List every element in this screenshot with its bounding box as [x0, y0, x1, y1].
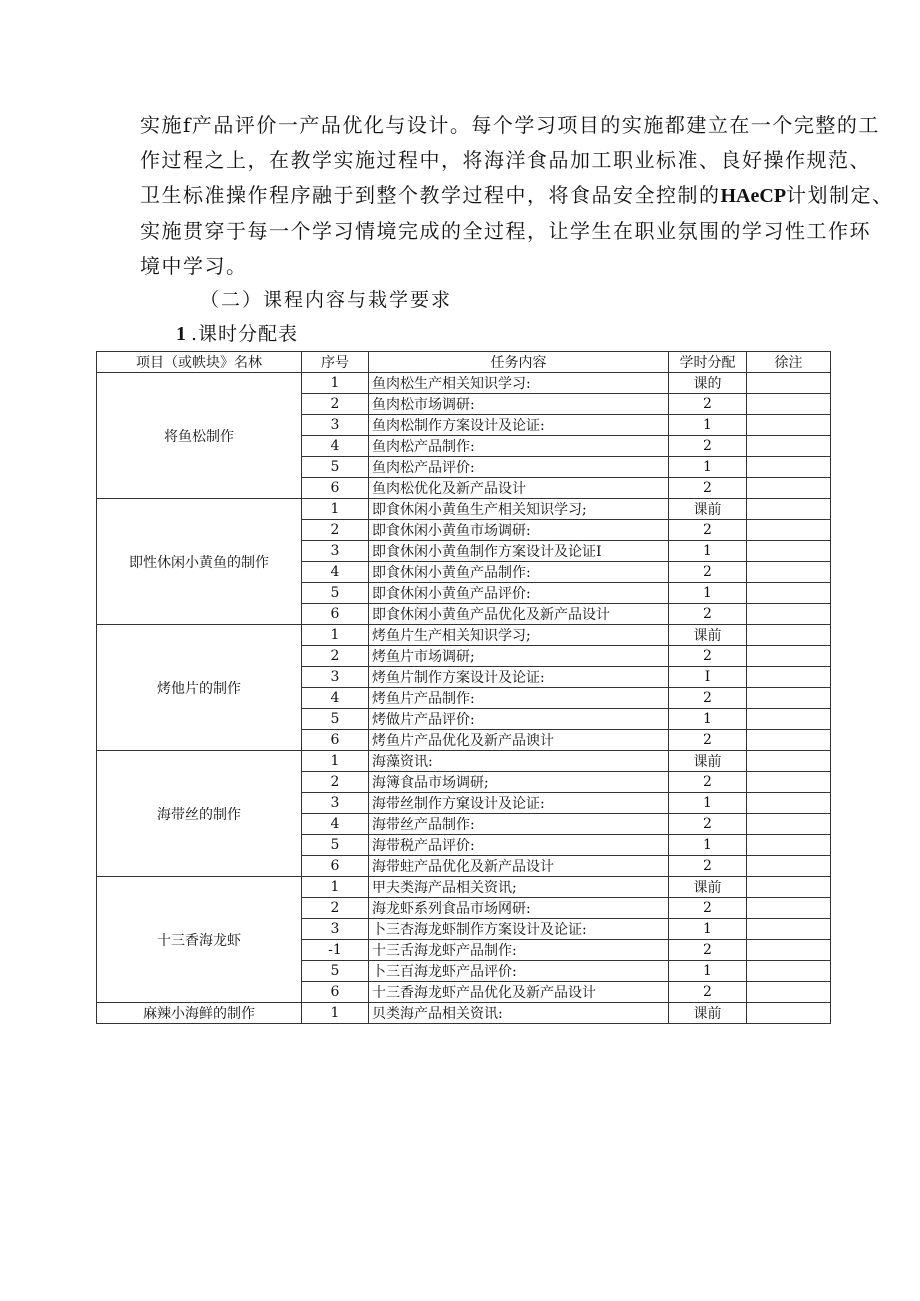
note-cell	[747, 688, 831, 709]
task-cell: 海带税产品评价:	[369, 835, 669, 856]
note-cell	[747, 436, 831, 457]
seq-cell: 5	[302, 583, 369, 604]
seq-cell: 1	[302, 1003, 369, 1024]
task-cell: 鱼肉松生产相关知识学习:	[369, 373, 669, 394]
note-cell	[747, 604, 831, 625]
hours-allocation-table	[96, 351, 831, 1024]
hours-cell: 2	[669, 856, 747, 877]
task-cell: 鱼肉松市场调研:	[369, 394, 669, 415]
task-cell: 鱼肉松产品制作:	[369, 436, 669, 457]
paragraph-line: 境中学习。	[140, 254, 248, 278]
hours-cell: 2	[669, 940, 747, 961]
header-seq: 序号	[302, 352, 369, 373]
note-cell	[747, 667, 831, 688]
note-cell	[747, 898, 831, 919]
header-note: 徐注	[747, 352, 831, 373]
hours-cell: 课前	[669, 499, 747, 520]
hours-cell: 1	[669, 457, 747, 478]
hours-cell: 2	[669, 982, 747, 1003]
hours-cell: 2	[669, 898, 747, 919]
note-cell	[747, 877, 831, 898]
seq-cell: 6	[302, 478, 369, 499]
project-name-cell: 烤他片的制作	[97, 625, 302, 751]
task-cell: 海藻资讯:	[369, 751, 669, 772]
note-cell	[747, 1003, 831, 1024]
table-row	[97, 499, 831, 520]
seq-cell: 6	[302, 604, 369, 625]
task-cell: 烤鱼片产品制作:	[369, 688, 669, 709]
seq-cell: 5	[302, 835, 369, 856]
task-cell: 即食休闲小黄鱼产品优化及新产品设计	[369, 604, 669, 625]
seq-cell: 3	[302, 667, 369, 688]
note-cell	[747, 730, 831, 751]
note-cell	[747, 583, 831, 604]
table-title	[176, 319, 298, 346]
seq-cell: 6	[302, 856, 369, 877]
task-cell: 海龙虾系列食品市场网研:	[369, 898, 669, 919]
seq-cell: 3	[302, 541, 369, 562]
header-project: 项目（或帙块》名林	[97, 352, 302, 373]
seq-cell: 3	[302, 793, 369, 814]
task-cell: 即食休闲小黄鱼产品评价:	[369, 583, 669, 604]
seq-cell: 1	[302, 499, 369, 520]
table-title-text: .课时分配表	[191, 323, 299, 345]
note-cell	[747, 835, 831, 856]
seq-cell: 6	[302, 982, 369, 1003]
hours-cell: 1	[669, 793, 747, 814]
task-cell: 十三舌海龙虾产品制作:	[369, 940, 669, 961]
note-cell	[747, 856, 831, 877]
seq-cell: 2	[302, 772, 369, 793]
task-cell: 鱼肉松制作方案设计及论证:	[369, 415, 669, 436]
paragraph-line: 作过程之上，在教学实施过程中，将海洋食品加工职业标准、良好操作规范、	[140, 148, 871, 172]
hours-cell: 2	[669, 520, 747, 541]
note-cell	[747, 940, 831, 961]
note-cell	[747, 373, 831, 394]
hours-cell: 课的	[669, 373, 747, 394]
task-cell: 海带丝产品制作:	[369, 814, 669, 835]
table-row	[97, 751, 831, 772]
paragraph-line: 实施贯穿于每一个学习情境完成的全过程，让学生在职业氛围的学习性工作环	[140, 219, 871, 243]
note-cell	[747, 772, 831, 793]
hours-cell: 课前	[669, 625, 747, 646]
project-name-cell: 麻辣小海鲜的制作	[97, 1003, 302, 1024]
section-title: （二）课程内容与栽学要求	[200, 289, 453, 311]
hours-cell: I	[669, 667, 747, 688]
task-cell: 甲夫类海产品相关资讯;	[369, 877, 669, 898]
task-cell: 鱼肉松产品评价:	[369, 457, 669, 478]
seq-cell: 2	[302, 520, 369, 541]
paragraph-line	[140, 178, 894, 214]
hours-cell: 2	[669, 394, 747, 415]
seq-cell: 1	[302, 877, 369, 898]
task-cell: 烤鱼片市场调研;	[369, 646, 669, 667]
seq-cell: 6	[302, 730, 369, 751]
hours-cell: 1	[669, 709, 747, 730]
table-row	[97, 1003, 831, 1024]
task-cell: 卜三杏海龙虾制作方案设计及论证:	[369, 919, 669, 940]
note-cell	[747, 919, 831, 940]
header-task: 任务内容	[369, 352, 669, 373]
note-cell	[747, 499, 831, 520]
seq-cell: -1	[302, 940, 369, 961]
task-cell: 海簿食品市场调研;	[369, 772, 669, 793]
task-cell: 即食休闲小黄鱼制作方案设计及论证I	[369, 541, 669, 562]
seq-cell: 4	[302, 562, 369, 583]
hours-cell: 课前	[669, 877, 747, 898]
task-cell: 烤做片产品评价:	[369, 709, 669, 730]
hours-cell: 2	[669, 562, 747, 583]
seq-cell: 2	[302, 394, 369, 415]
table-title-number: 1	[176, 323, 187, 345]
note-cell	[747, 709, 831, 730]
task-cell: 贝类海产品相关资讯:	[369, 1003, 669, 1024]
table-row	[97, 877, 831, 898]
note-cell	[747, 814, 831, 835]
seq-cell: 3	[302, 919, 369, 940]
hours-cell: 2	[669, 436, 747, 457]
seq-cell: 5	[302, 709, 369, 730]
note-cell	[747, 520, 831, 541]
hours-cell: 1	[669, 541, 747, 562]
task-cell: 十三香海龙虾产品优化及新产品设计	[369, 982, 669, 1003]
note-cell	[747, 457, 831, 478]
seq-cell: 2	[302, 898, 369, 919]
seq-cell: 5	[302, 457, 369, 478]
seq-cell: 1	[302, 373, 369, 394]
haccp-term: HAeCP	[720, 185, 787, 207]
note-cell	[747, 562, 831, 583]
project-name-cell: 海带丝的制作	[97, 751, 302, 877]
task-cell: 即食休闲小黄鱼生产相关知识学习;	[369, 499, 669, 520]
hours-cell: 1	[669, 961, 747, 982]
note-cell	[747, 625, 831, 646]
table-body	[97, 373, 831, 1024]
header-hours: 学时分配	[669, 352, 747, 373]
project-name-cell: 将鱼松制作	[97, 373, 302, 499]
hours-cell: 2	[669, 604, 747, 625]
task-cell: 烤鱼片产品优化及新产品谀计	[369, 730, 669, 751]
hours-cell: 课前	[669, 1003, 747, 1024]
seq-cell: 3	[302, 415, 369, 436]
seq-cell: 4	[302, 436, 369, 457]
hours-cell: 2	[669, 688, 747, 709]
seq-cell: 1	[302, 751, 369, 772]
task-cell: 海带蛀产品优化及新产品设计	[369, 856, 669, 877]
note-cell	[747, 394, 831, 415]
seq-cell: 1	[302, 625, 369, 646]
project-name-cell: 十三香海龙虾	[97, 877, 302, 1003]
table-row	[97, 625, 831, 646]
task-cell: 卜三百海龙虾产品评价:	[369, 961, 669, 982]
note-cell	[747, 478, 831, 499]
paragraph-text: 计划制定、	[786, 183, 894, 207]
hours-cell: 2	[669, 772, 747, 793]
table-header-row	[97, 352, 831, 373]
task-cell: 烤鱼片生产相关知识学习;	[369, 625, 669, 646]
hours-cell: 2	[669, 730, 747, 751]
task-cell: 海带丝制作方窠设计及论证:	[369, 793, 669, 814]
project-name-cell: 即性休闲小黄鱼的制作	[97, 499, 302, 625]
paragraph-line: 实施f产品评价一产品优化与设计。每个学习项目的实施都建立在一个完整的工	[140, 113, 880, 137]
table-row	[97, 373, 831, 394]
task-cell: 鱼肉松优化及新产品设计	[369, 478, 669, 499]
hours-cell: 1	[669, 919, 747, 940]
task-cell: 即食休闲小黄鱼市场调研:	[369, 520, 669, 541]
task-cell: 即食休闲小黄鱼产品制作:	[369, 562, 669, 583]
note-cell	[747, 793, 831, 814]
paragraph-text: 卫生标准操作程序融于到整个教学过程中，将食品安全控制的	[140, 183, 721, 207]
hours-cell: 2	[669, 814, 747, 835]
note-cell	[747, 646, 831, 667]
task-cell: 烤鱼片制作方案设计及论证:	[369, 667, 669, 688]
hours-cell: 1	[669, 835, 747, 856]
note-cell	[747, 961, 831, 982]
seq-cell: 4	[302, 688, 369, 709]
hours-cell: 2	[669, 646, 747, 667]
intro-paragraph	[140, 108, 894, 284]
note-cell	[747, 541, 831, 562]
hours-cell: 1	[669, 415, 747, 436]
hours-cell: 课前	[669, 751, 747, 772]
hours-cell: 1	[669, 583, 747, 604]
note-cell	[747, 751, 831, 772]
seq-cell: 4	[302, 814, 369, 835]
note-cell	[747, 415, 831, 436]
hours-cell: 2	[669, 478, 747, 499]
seq-cell: 5	[302, 961, 369, 982]
seq-cell: 2	[302, 646, 369, 667]
note-cell	[747, 982, 831, 1003]
